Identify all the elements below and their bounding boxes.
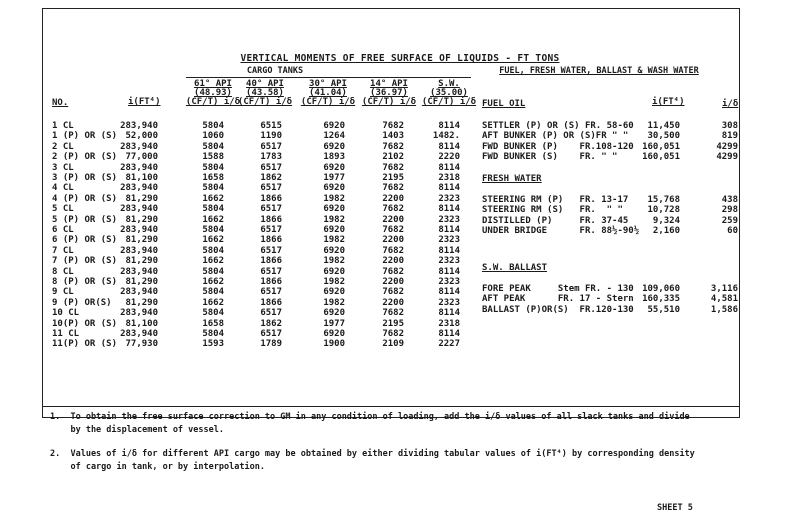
col-header-ift4: i(FT⁴) <box>128 97 161 107</box>
cargo-cell: 1662 <box>202 193 224 204</box>
cargo-cell: 2195 <box>382 173 404 183</box>
cargo-cell: 5804 <box>202 141 224 152</box>
cargo-cell: 8114 <box>438 162 460 173</box>
cargo-cell: 6517 <box>260 162 282 173</box>
cargo-cell: 1893 <box>323 152 345 163</box>
cargo-cell: 81,290 <box>125 214 158 225</box>
cargo-cell: 7682 <box>382 245 404 256</box>
cargo-cell: 81,290 <box>125 256 158 267</box>
cargo-cell: 10(P) OR (S) <box>52 318 118 329</box>
cargo-cell: 1866 <box>260 235 282 246</box>
cargo-cell: 7682 <box>382 266 404 277</box>
cargo-cell: 3 CL <box>52 162 74 173</box>
cargo-cell: 5804 <box>202 183 224 194</box>
cargo-cell: 6920 <box>323 245 345 256</box>
right-col-header-ift4: i(FT⁴) <box>652 97 685 107</box>
cargo-cell: 6920 <box>323 204 345 215</box>
fresh_water-row-idelta: 259 <box>721 215 738 226</box>
cargo-cell: 5804 <box>202 329 224 339</box>
cargo-cell: 1662 <box>202 214 224 225</box>
cargo-tanks-label: CARGO TANKS <box>246 66 304 76</box>
sw_ballast-heading: S.W. BALLAST <box>482 263 548 273</box>
page-title: VERTICAL MOMENTS OF FREE SURFACE OF LIQUIDS - FT TONS <box>240 53 560 64</box>
sw_ballast-row-label: AFT PEAK FR. 17 - Stern <box>482 294 634 305</box>
cargo-cell: 2318 <box>438 173 460 183</box>
sw_ballast-row-ift4: 160,335 <box>642 294 680 305</box>
cargo-cell: 5804 <box>202 266 224 277</box>
cargo-cell: 1977 <box>323 173 345 183</box>
col-header-api30-0: 30° API <box>309 79 347 89</box>
cargo-cell: 6517 <box>260 308 282 319</box>
cargo-cell: 283,940 <box>120 225 158 235</box>
cargo-cell: 2200 <box>382 277 404 287</box>
fresh_water-row-ift4: 10,728 <box>647 205 680 216</box>
cargo-cell: 2102 <box>382 152 404 163</box>
fresh_water-row-label: STEERING RM (S) FR. " " <box>482 205 623 216</box>
cargo-cell: 1588 <box>202 152 224 163</box>
cargo-cell: 2200 <box>382 214 404 225</box>
cargo-cell: 6517 <box>260 329 282 339</box>
cargo-cell: 283,940 <box>120 266 158 277</box>
cargo-cell: 6517 <box>260 245 282 256</box>
cargo-cell: 2323 <box>438 235 460 246</box>
cargo-cell: 6 CL <box>52 225 74 235</box>
cargo-cell: 283,940 <box>120 121 158 131</box>
cargo-cell: 5804 <box>202 225 224 235</box>
cargo-cell: 5804 <box>202 204 224 215</box>
cargo-cell: 2 (P) OR (S) <box>52 152 118 163</box>
col-header-no: NO. <box>52 98 69 108</box>
cargo-cell: 283,940 <box>120 308 158 319</box>
cargo-cell: 7682 <box>382 329 404 339</box>
cargo-cell: 8114 <box>438 308 460 319</box>
cargo-cell: 77,930 <box>125 339 158 350</box>
cargo-cell: 7 CL <box>52 245 74 256</box>
cargo-cell: 1060 <box>202 131 224 142</box>
fuel_oil-row-label: FWD BUNKER (S) FR. " " <box>482 152 618 163</box>
cargo-cell: 1783 <box>260 152 282 163</box>
cargo-cell: 2200 <box>382 235 404 246</box>
cargo-cell: 2200 <box>382 193 404 204</box>
cargo-cell: 8114 <box>438 266 460 277</box>
col-header-sw-0: S.W. <box>438 79 460 89</box>
cargo-cell: 5804 <box>202 287 224 298</box>
cargo-cell: 2200 <box>382 256 404 267</box>
fuel_oil-row-idelta: 308 <box>721 121 738 131</box>
cargo-cell: 1862 <box>260 173 282 183</box>
cargo-cell: 3 (P) OR (S) <box>52 173 118 183</box>
cargo-cell: 81,290 <box>125 235 158 246</box>
cargo-cell: 11(P) OR (S) <box>52 339 118 350</box>
fuel_oil-row-ift4: 160,051 <box>642 141 680 152</box>
sw_ballast-row-ift4: 55,510 <box>647 304 680 315</box>
fresh_water-row-label: DISTILLED (P) FR. 37-45 <box>482 215 629 226</box>
cargo-cell: 6 (P) OR (S) <box>52 235 118 246</box>
fuel_oil-row-ift4: 11,450 <box>647 121 680 131</box>
sw_ballast-row-idelta: 4,581 <box>710 294 738 305</box>
cargo-cell: 1264 <box>323 131 345 142</box>
cargo-cell: 2200 <box>382 297 404 308</box>
cargo-cell: 1662 <box>202 256 224 267</box>
sheet-number: SHEET 5 <box>657 503 693 513</box>
cargo-cell: 283,940 <box>120 287 158 298</box>
cargo-cell: 7682 <box>382 183 404 194</box>
cargo-cell: 1593 <box>202 339 224 350</box>
fresh_water-row-ift4: 9,324 <box>652 215 680 226</box>
cargo-cell: 6920 <box>323 162 345 173</box>
cargo-cell: 6517 <box>260 204 282 215</box>
col-header-api40-0: 40° API <box>246 79 284 89</box>
cargo-cell: 8114 <box>438 141 460 152</box>
cargo-cell: 6920 <box>323 266 345 277</box>
cargo-cell: 5804 <box>202 121 224 131</box>
cargo-cell: 283,940 <box>120 183 158 194</box>
cargo-cell: 1982 <box>323 235 345 246</box>
col-header-api40-1: (43.58) <box>246 88 284 98</box>
cargo-cell: 11 CL <box>52 329 80 339</box>
fuel_oil-row-ift4: 160,051 <box>642 152 680 163</box>
col-header-api61-2: (CF/T) i/δ <box>185 97 241 107</box>
cargo-cell: 4 CL <box>52 183 74 194</box>
cargo-cell: 6920 <box>323 225 345 235</box>
cargo-cell: 8114 <box>438 204 460 215</box>
fuel_oil-row-label: FWD BUNKER (P) FR.108-120 <box>482 141 634 152</box>
cargo-cell: 6517 <box>260 266 282 277</box>
cargo-cell: 1866 <box>260 297 282 308</box>
cargo-cell: 6517 <box>260 183 282 194</box>
cargo-cell: 6920 <box>323 308 345 319</box>
col-header-api61-0: 61° API <box>194 79 232 89</box>
cargo-cell: 283,940 <box>120 245 158 256</box>
fresh_water-row-ift4: 2,160 <box>652 226 680 237</box>
cargo-cell: 2323 <box>438 193 460 204</box>
cargo-cell: 6517 <box>260 287 282 298</box>
cargo-cell: 5804 <box>202 245 224 256</box>
note-2: 2. Values of i/δ for different API cargo may be obtained by either dividing tabular values of i(FT⁴) by corresponding density of cargo in tank, or by interpolation. <box>50 449 695 472</box>
cargo-cell: 2318 <box>438 318 460 329</box>
cargo-cell: 9 CL <box>52 287 74 298</box>
col-header-api14-1: (36.97) <box>370 88 408 98</box>
cargo-cell: 8 CL <box>52 266 74 277</box>
fresh_water-row-idelta: 60 <box>727 226 738 237</box>
cargo-cell: 6920 <box>323 121 345 131</box>
cargo-cell: 1977 <box>323 318 345 329</box>
fresh_water-row-label: UNDER BRIDGE FR. 88½-90½ <box>482 226 640 237</box>
notes-rule <box>42 406 740 407</box>
cargo-cell: 5 CL <box>52 204 74 215</box>
cargo-cell: 1982 <box>323 214 345 225</box>
cargo-cell: 1658 <box>202 318 224 329</box>
cargo-cell: 283,940 <box>120 204 158 215</box>
cargo-cell: 2220 <box>438 152 460 163</box>
cargo-cell: 8 (P) OR (S) <box>52 277 118 287</box>
cargo-cell: 1862 <box>260 318 282 329</box>
cargo-cell: 2 CL <box>52 141 74 152</box>
fresh_water-heading: FRESH WATER <box>482 174 542 184</box>
cargo-cell: 1900 <box>323 339 345 350</box>
cargo-cell: 6920 <box>323 183 345 194</box>
cargo-cell: 1 CL <box>52 121 74 131</box>
cargo-cell: 5804 <box>202 162 224 173</box>
cargo-cell: 1982 <box>323 256 345 267</box>
cargo-cell: 5804 <box>202 308 224 319</box>
cargo-cell: 81,290 <box>125 297 158 308</box>
cargo-cell: 8114 <box>438 329 460 339</box>
cargo-cell: 7682 <box>382 162 404 173</box>
cargo-cell: 8114 <box>438 287 460 298</box>
sw_ballast-row-ift4: 109,060 <box>642 284 680 294</box>
cargo-cell: 1190 <box>260 131 282 142</box>
cargo-cell: 1866 <box>260 214 282 225</box>
cargo-cell: 7682 <box>382 287 404 298</box>
cargo-cell: 8114 <box>438 225 460 235</box>
cargo-cell: 1866 <box>260 193 282 204</box>
cargo-cell: 8114 <box>438 121 460 131</box>
cargo-cell: 7682 <box>382 225 404 235</box>
cargo-cell: 7682 <box>382 204 404 215</box>
cargo-cell: 5 (P) OR (S) <box>52 214 118 225</box>
sw_ballast-row-idelta: 3,116 <box>710 284 738 294</box>
cargo-cell: 283,940 <box>120 162 158 173</box>
cargo-cell: 8114 <box>438 245 460 256</box>
sw_ballast-row-label: FORE PEAK Stem FR. - 130 <box>482 284 634 294</box>
cargo-cell: 6920 <box>323 141 345 152</box>
fuel_oil-heading: FUEL OIL <box>482 99 526 109</box>
col-header-sw-2: (CF/T) i/δ <box>421 97 477 107</box>
cargo-cell: 1789 <box>260 339 282 350</box>
cargo-cell: 1662 <box>202 297 224 308</box>
cargo-cell: 6517 <box>260 225 282 235</box>
cargo-cell: 7 (P) OR (S) <box>52 256 118 267</box>
fuel_oil-row-label: AFT BUNKER (P) OR (S)FR " " <box>482 131 629 142</box>
cargo-cell: 2323 <box>438 214 460 225</box>
cargo-cell: 1403 <box>382 131 404 142</box>
cargo-cell: 2227 <box>438 339 460 350</box>
cargo-cell: 81,100 <box>125 318 158 329</box>
cargo-cell: 1866 <box>260 277 282 287</box>
fresh_water-row-idelta: 438 <box>721 195 738 205</box>
cargo-cell: 6517 <box>260 141 282 152</box>
right-col-header-idelta: i/δ <box>722 99 739 109</box>
cargo-cell: 81,290 <box>125 277 158 287</box>
cargo-cell: 1982 <box>323 297 345 308</box>
cargo-cell: 6920 <box>323 287 345 298</box>
cargo-cell: 6515 <box>260 121 282 131</box>
cargo-cell: 1662 <box>202 277 224 287</box>
col-header-api30-2: (CF/T) i/δ <box>300 97 356 107</box>
fuel_oil-row-ift4: 30,500 <box>647 131 680 142</box>
cargo-cell: 1866 <box>260 256 282 267</box>
cargo-cell: 283,940 <box>120 329 158 339</box>
fresh_water-row-ift4: 15,768 <box>647 195 680 205</box>
fuel_oil-row-idelta: 4299 <box>716 152 738 163</box>
cargo-header-rule <box>186 77 471 78</box>
col-header-api30-1: (41.04) <box>309 88 347 98</box>
cargo-cell: 7682 <box>382 141 404 152</box>
col-header-api14-0: 14° API <box>370 79 408 89</box>
fresh_water-row-idelta: 298 <box>721 205 738 216</box>
cargo-cell: 2323 <box>438 256 460 267</box>
cargo-cell: 1662 <box>202 235 224 246</box>
cargo-cell: 283,940 <box>120 141 158 152</box>
cargo-cell: 8114 <box>438 183 460 194</box>
cargo-cell: 1 (P) OR (S) <box>52 131 118 142</box>
cargo-cell: 2109 <box>382 339 404 350</box>
sw_ballast-row-label: BALLAST (P)OR(S) FR.120-130 <box>482 304 634 315</box>
cargo-cell: 7682 <box>382 308 404 319</box>
note-1: 1. To obtain the free surface correction to GM in any condition of loading, add the i/δ values of all slack tanks and divide by the displacement of vessel. <box>50 412 690 435</box>
cargo-cell: 1982 <box>323 193 345 204</box>
right-section-heading: FUEL, FRESH WATER, BALLAST & WASH WATER <box>499 66 699 76</box>
sw_ballast-row-idelta: 1,586 <box>710 304 738 315</box>
cargo-cell: 1482. <box>432 131 460 142</box>
cargo-cell: 2323 <box>438 277 460 287</box>
cargo-cell: 10 CL <box>52 308 80 319</box>
col-header-sw-1: (35.00) <box>430 88 468 98</box>
fuel_oil-row-idelta: 4299 <box>716 141 738 152</box>
fuel_oil-row-label: SETTLER (P) OR (S) FR. 58-60 <box>482 121 634 131</box>
col-header-api40-2: (CF/T) i/δ <box>237 97 293 107</box>
cargo-cell: 52,000 <box>125 131 158 142</box>
cargo-cell: 7682 <box>382 121 404 131</box>
col-header-api61-1: (48.93) <box>194 88 232 98</box>
cargo-cell: 1658 <box>202 173 224 183</box>
col-header-api14-2: (CF/T) i/δ <box>361 97 417 107</box>
cargo-cell: 1982 <box>323 277 345 287</box>
cargo-cell: 77,000 <box>125 152 158 163</box>
cargo-cell: 81,100 <box>125 173 158 183</box>
cargo-cell: 6920 <box>323 329 345 339</box>
fresh_water-row-label: STEERING RM (P) FR. 13-17 <box>482 195 629 205</box>
cargo-cell: 2195 <box>382 318 404 329</box>
cargo-cell: 2323 <box>438 297 460 308</box>
cargo-cell: 9 (P) OR(S) <box>52 297 112 308</box>
cargo-cell: 81,290 <box>125 193 158 204</box>
cargo-cell: 4 (P) OR (S) <box>52 193 118 204</box>
fuel_oil-row-idelta: 819 <box>721 131 738 142</box>
